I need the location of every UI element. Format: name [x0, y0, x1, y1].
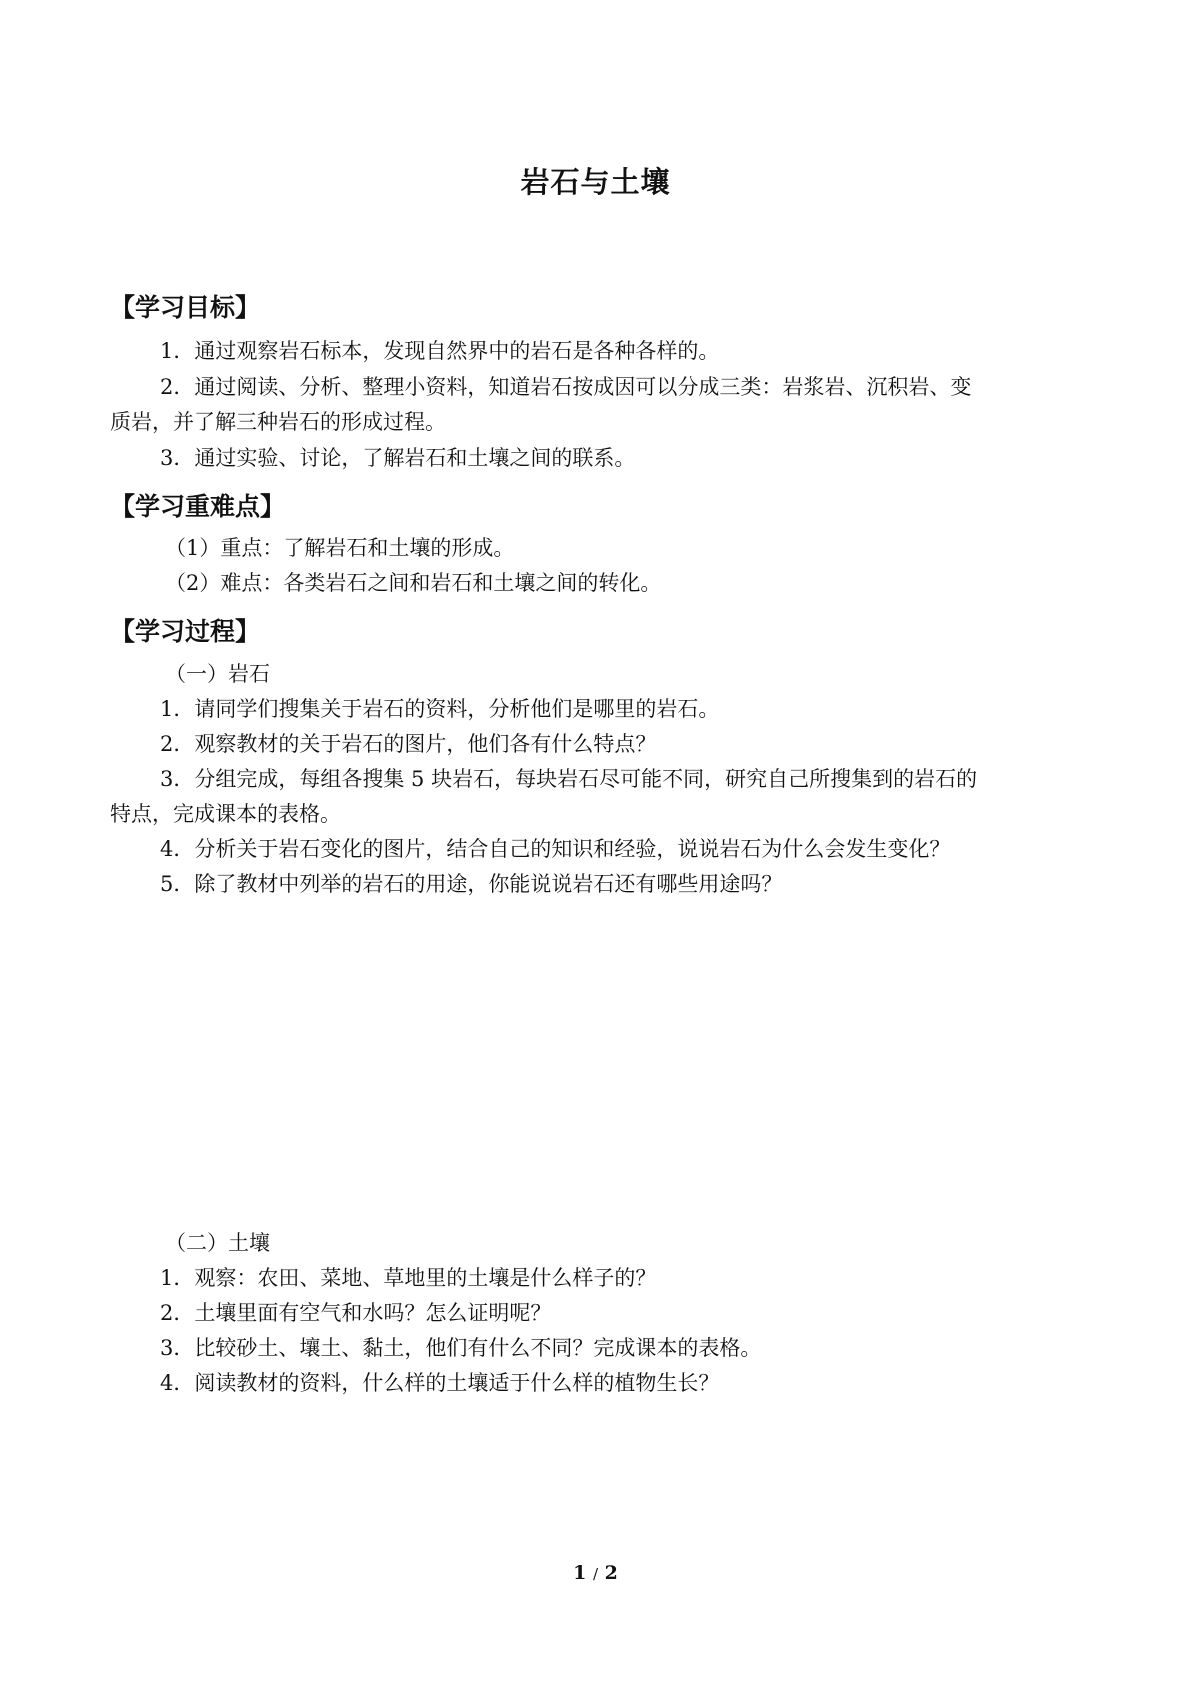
- soil-item: 2．土壤里面有空气和水吗？怎么证明呢？: [160, 1301, 552, 1325]
- key-point-item: （1）重点：了解岩石和土壤的形成。: [165, 536, 515, 560]
- soil-item: 1．观察：农田、菜地、草地里的土壤是什么样子的？: [160, 1266, 657, 1290]
- objective-item: 1．通过观察岩石标本，发现自然界中的岩石是各种各样的。: [160, 339, 720, 363]
- soil-item: 3．比较砂土、壤土、黏土，他们有什么不同？完成课本的表格。: [160, 1336, 762, 1360]
- section-heading-objectives: 【学习目标】: [110, 293, 261, 322]
- rock-item: 1．请同学们搜集关于岩石的资料，分析他们是哪里的岩石。: [160, 697, 720, 721]
- soil-item: 4．阅读教材的资料，什么样的土壤适于什么样的植物生长？: [160, 1371, 720, 1395]
- objective-item: 3．通过实验、讨论，了解岩石和土壤之间的联系。: [160, 446, 636, 470]
- key-point-item: （2）难点：各类岩石之间和岩石和土壤之间的转化。: [165, 571, 662, 595]
- objective-item-continuation: 质岩，并了解三种岩石的形成过程。: [110, 410, 446, 434]
- page-separator: /: [592, 1565, 599, 1583]
- objective-item: 2．通过阅读、分析、整理小资料，知道岩石按成因可以分成三类：岩浆岩、沉积岩、变: [160, 375, 972, 399]
- section-heading-process: 【学习过程】: [110, 617, 261, 646]
- page-current: 1: [573, 1562, 587, 1584]
- rock-item: 3．分组完成，每组各搜集 5 块岩石，每块岩石尽可能不同，研究自己所搜集到的岩石的: [160, 767, 978, 791]
- process-subheading-rock: （一）岩石: [165, 662, 270, 686]
- rock-item: 5．除了教材中列举的岩石的用途，你能说说岩石还有哪些用途吗？: [160, 872, 783, 896]
- page-number: [0, 1562, 1191, 1584]
- rock-item: 4．分析关于岩石变化的图片，结合自己的知识和经验，说说岩石为什么会发生变化？: [160, 837, 951, 861]
- rock-item: 2．观察教材的关于岩石的图片，他们各有什么特点？: [160, 732, 657, 756]
- rock-item-continuation: 特点，完成课本的表格。: [110, 802, 341, 826]
- page-total: 2: [604, 1562, 618, 1584]
- process-subheading-soil: （二）土壤: [165, 1231, 270, 1255]
- section-heading-key-points: 【学习重难点】: [110, 492, 286, 521]
- document-title: 岩石与土壤: [520, 165, 671, 199]
